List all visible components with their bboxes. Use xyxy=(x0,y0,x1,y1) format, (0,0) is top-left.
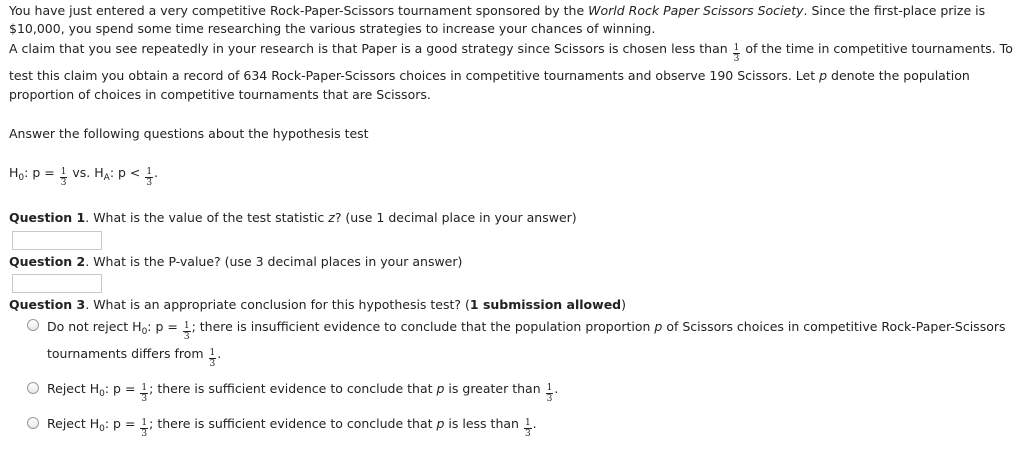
q1-answer-input[interactable] xyxy=(12,231,102,250)
intro-line-4 xyxy=(9,68,970,84)
intro-text: A claim that you see repeatedly in your research is that Paper is a good strategy since Scissors is chosen less than xyxy=(9,41,732,56)
fraction: $\frac{1}{3}$ xyxy=(60,167,67,188)
radio-reject-greater[interactable] xyxy=(27,382,39,394)
fraction: $\frac{1}{3}$ xyxy=(141,418,148,439)
question-label: Question 1 xyxy=(9,210,86,225)
question-label: Question 2 xyxy=(9,254,86,269)
option-1-line-2: tournaments differs from $\frac{1}{3}$ . xyxy=(47,346,222,369)
question-1: Question 1. What is the value of the test statistic z? (use 1 decimal place in your answer) xyxy=(9,210,577,225)
submission-note: 1 submission allowed xyxy=(469,297,622,312)
organization-name: World Rock Paper Scissors Society xyxy=(588,3,804,18)
radio-do-not-reject[interactable] xyxy=(27,319,39,331)
fraction: $\frac{1}{3}$ xyxy=(146,167,153,188)
intro-line-2 xyxy=(9,21,655,37)
option-3: Reject $H_0$: p = $\frac{1}{3}$ ; there is sufficient evidence to conclude that p is less than $\frac{1}{3}$ . xyxy=(47,416,537,439)
option-1-line-1: Do not reject $H_0$: p = $\frac{1}{3}$ ; there is insufficient evidence to conclude that the population proportion p of Scissors choices in competitive Rock-Paper-Scissors xyxy=(47,319,1006,342)
intro-text: test this claim you obtain a record of 634 Rock-Paper-Scissors choices in competitive tournaments and observe 190 Scissors. Let xyxy=(9,68,820,83)
fraction: $\frac{1}{3}$ xyxy=(733,43,740,64)
intro-text: $10,000, you spend some time researching the various strategies to increase your chances of winning. xyxy=(9,21,656,36)
intro-text: You have just entered a very competitive Rock-Paper-Scissors tournament sponsored by the xyxy=(9,3,589,18)
instructions: Answer the following questions about the hypothesis test xyxy=(9,126,369,141)
intro-text: proportion of choices in competitive tournaments that are Scissors. xyxy=(9,87,431,102)
option-2: Reject $H_0$: p = $\frac{1}{3}$ ; there is sufficient evidence to conclude that p is greater than $\frac{1}{3}$ . xyxy=(47,381,559,404)
question-3: Question 3. What is an appropriate conclusion for this hypothesis test? (1 submission allowed) xyxy=(9,297,627,312)
fraction: $\frac{1}{3}$ xyxy=(524,418,531,439)
fraction: $\frac{1}{3}$ xyxy=(183,321,190,342)
intro-line-5 xyxy=(9,87,431,103)
fraction: $\frac{1}{3}$ xyxy=(141,383,148,404)
fraction: $\frac{1}{3}$ xyxy=(546,383,553,404)
intro-text: of the time in competitive tournaments. To xyxy=(741,41,1013,56)
radio-reject-less[interactable] xyxy=(27,417,39,429)
intro-line-1 xyxy=(9,3,985,19)
intro-text: . Since the first-place prize is xyxy=(803,3,986,18)
question-2: Question 2. What is the P-value? (use 3 decimal places in your answer) xyxy=(9,254,463,269)
hypotheses: $H_0$: p = $\frac{1}{3}$ vs. $H_A$: p < $\frac{1}{3}$ . xyxy=(9,165,159,188)
fraction: $\frac{1}{3}$ xyxy=(209,348,216,369)
q2-answer-input[interactable] xyxy=(12,274,102,293)
variable-p: p xyxy=(819,68,828,83)
intro-line-3 xyxy=(9,39,1013,64)
question-label: Question 3 xyxy=(9,297,86,312)
intro-text: denote the population xyxy=(827,68,970,83)
